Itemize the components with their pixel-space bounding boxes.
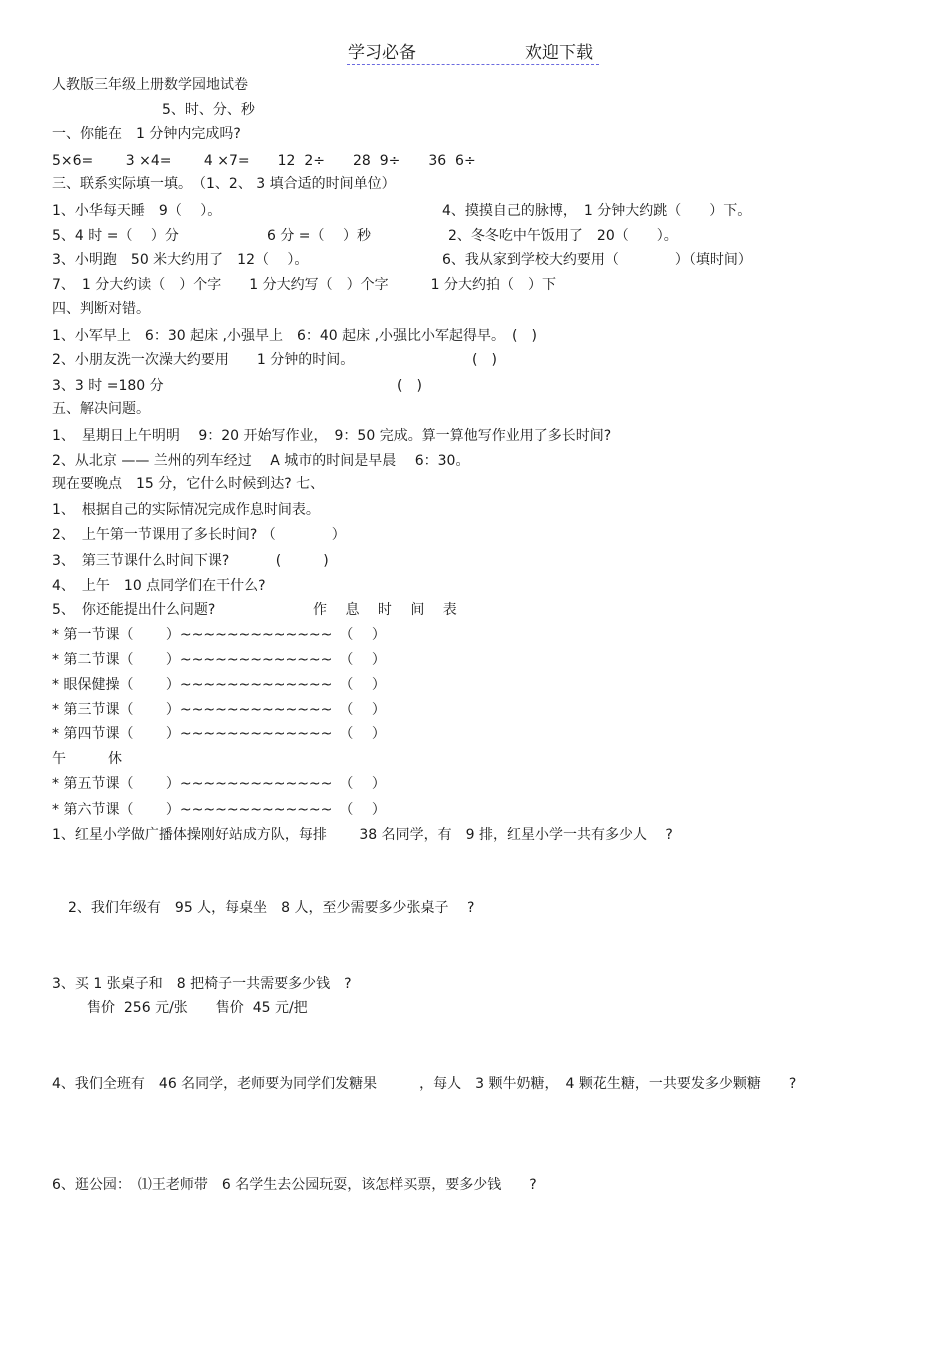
doc-title: 人教版三年级上册数学园地试卷 xyxy=(52,77,248,93)
problem-line: 1、 根据自己的实际情况完成作息时间表。 xyxy=(52,502,320,518)
doc-subtitle: 5、时、分、秒 xyxy=(162,102,255,118)
question-line: 2、冬冬吃中午饭用了 20（ ）。 xyxy=(448,228,678,244)
question-line: 6、我从家到学校大约要用（ ）（填时间） xyxy=(442,252,752,268)
section-heading: 五、解决问题。 xyxy=(52,401,150,417)
section-heading: 一、你能在 1 分钟内完成吗? xyxy=(52,126,241,142)
word-problem: 4、我们全班有 46 名同学，老师要为同学们发糖果 ，每人 3 颗牛奶糖， 4 颗花生糖，一共要发多少颗糖 ? xyxy=(52,1076,797,1092)
question-line: 7、 1 分大约读（ ）个字 1 分大约写（ ）个字 1 分大约拍（ ）下 xyxy=(52,277,556,293)
schedule-row: * 眼保健操（ ）~~~~~~~~~~~~~ （ ） xyxy=(52,677,386,693)
section-heading: 四、判断对错。 xyxy=(52,301,150,317)
word-problem: 6、逛公园： ⑴王老师带 6 名学生去公园玩耍，该怎样买票，要多少钱 ? xyxy=(52,1177,537,1193)
question-line: 1、小华每天睡 9（ ）。 xyxy=(52,203,222,219)
price-line: 售价 256 元/张 售价 45 元/把 xyxy=(87,1000,308,1016)
header-left-text: 学习必备 xyxy=(348,43,416,63)
schedule-row: * 第五节课（ ）~~~~~~~~~~~~~ （ ） xyxy=(52,776,386,792)
judgement-line: 1、小军早上 6：30 起床 ,小强早上 6：40 起床 ,小强比小军起得早。 ( ) xyxy=(52,328,537,344)
schedule-break: 午 休 xyxy=(52,751,122,767)
header-right-text: 欢迎下载 xyxy=(525,43,593,63)
problem-line: 现在要晚点 15 分，它什么时候到达? 七、 xyxy=(52,476,325,492)
section-heading: 三、联系实际填一填。 （1、2、 3 填合适的时间单位） xyxy=(52,176,396,192)
question-line: 4、摸摸自己的脉博， 1 分钟大约跳（ ）下。 xyxy=(442,203,752,219)
problem-line: 2、 上午第一节课用了多长时间? （ ） xyxy=(52,527,346,543)
problem-line: 3、 第三节课什么时间下课? ( ) xyxy=(52,553,329,569)
judgement-line: 2、小朋友洗一次澡大约要用 1 分钟的时间。 xyxy=(52,352,355,368)
problem-line: 5、 你还能提出什么问题? xyxy=(52,602,216,618)
schedule-title: 作 息 时 间 表 xyxy=(313,602,457,618)
schedule-row: * 第三节课（ ）~~~~~~~~~~~~~ （ ） xyxy=(52,702,386,718)
question-line: 5、4 时 =（ ）分 xyxy=(52,228,179,244)
question-line: 3、小明跑 50 米大约用了 12（ ）。 xyxy=(52,252,309,268)
schedule-row: * 第六节课（ ）~~~~~~~~~~~~~ （ ） xyxy=(52,802,386,818)
answer-bracket: ( ) xyxy=(397,378,422,394)
judgement-line: 3、3 时 =180 分 xyxy=(52,378,164,394)
problem-line: 4、 上午 10 点同学们在干什么? xyxy=(52,578,266,594)
schedule-row: * 第四节课（ ）~~~~~~~~~~~~~ （ ） xyxy=(52,726,386,742)
arithmetic-row: 5×6= 3 ×4= 4 ×7= 12 2÷ 28 9÷ 36 6÷ xyxy=(52,153,476,169)
schedule-row: * 第二节课（ ）~~~~~~~~~~~~~ （ ） xyxy=(52,652,386,668)
question-line: 6 分 =（ ）秒 xyxy=(267,228,371,244)
word-problem: 2、我们年级有 95 人，每桌坐 8 人，至少需要多少张桌子 ? xyxy=(68,900,475,916)
answer-bracket: ( ) xyxy=(472,352,497,368)
header-dashed-rule xyxy=(347,64,599,65)
schedule-row: * 第一节课（ ）~~~~~~~~~~~~~ （ ） xyxy=(52,627,386,643)
problem-line: 2、从北京 —— 兰州的列车经过 A 城市的时间是早晨 6：30。 xyxy=(52,453,470,469)
problem-line: 1、 星期日上午明明 9：20 开始写作业， 9：50 完成。算一算他写作业用了多长时间? xyxy=(52,428,612,444)
word-problem: 1、红星小学做广播体操刚好站成方队，每排 38 名同学，有 9 排，红星小学一共有多少人 ? xyxy=(52,827,673,843)
word-problem: 3、买 1 张桌子和 8 把椅子一共需要多少钱 ? xyxy=(52,976,352,992)
